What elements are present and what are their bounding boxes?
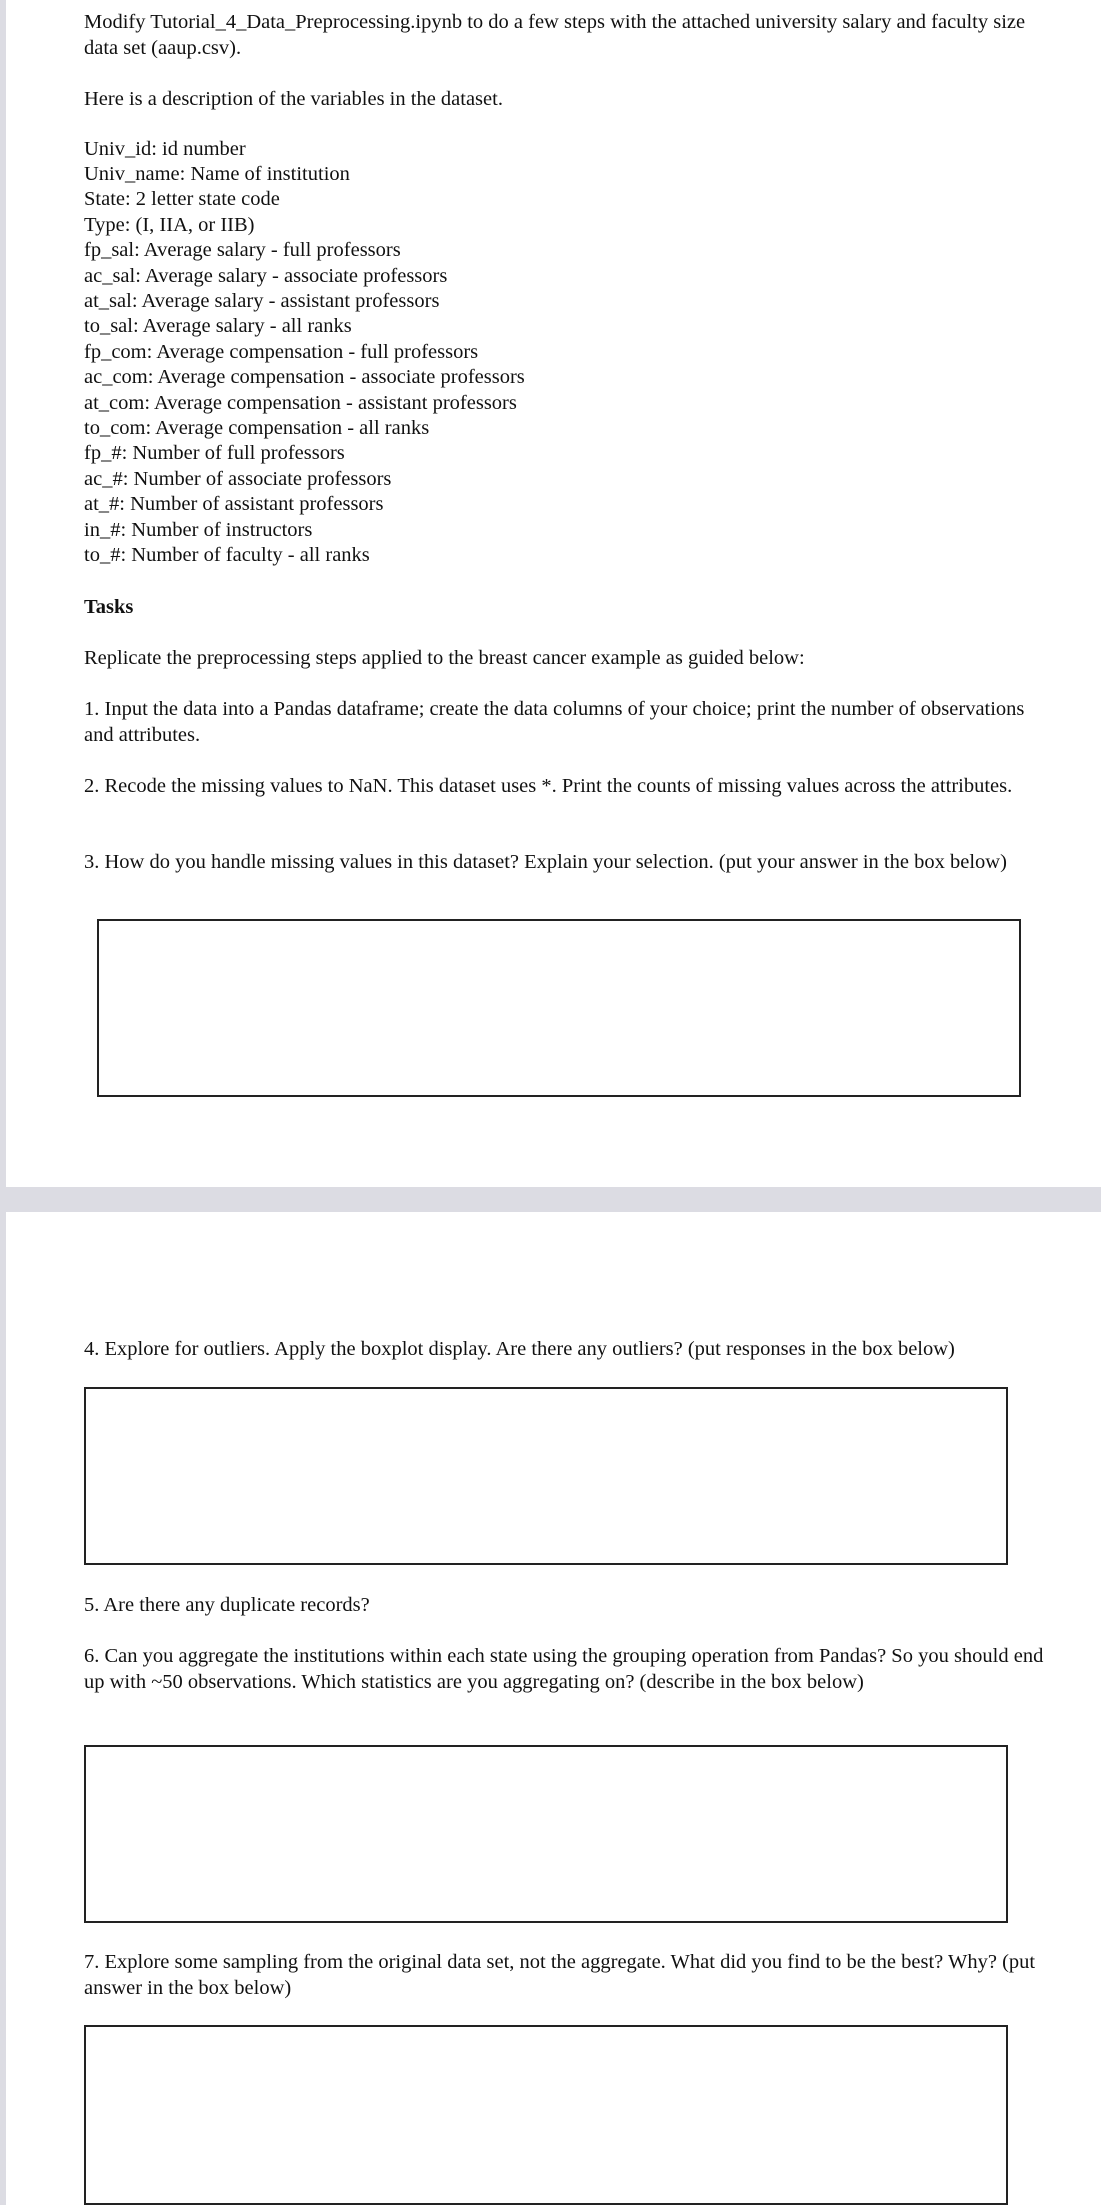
description-heading: Here is a description of the variables in the dataset. [84, 88, 503, 110]
tasks-heading: Tasks [84, 596, 134, 618]
tasks-intro: Replicate the preprocessing steps applied to the breast cancer example as guided below: [84, 647, 805, 669]
intro-paragraph: Modify Tutorial_4_Data_Preprocessing.ipynb to do a few steps with the attached university salary and faculty size data set (aaup.csv). [84, 11, 1026, 59]
variable-item: State: 2 letter state code [84, 188, 280, 210]
variable-item: at_#: Number of assistant professors [84, 493, 384, 515]
variable-item: fp_sal: Average salary - full professors [84, 239, 401, 261]
variable-item: at_com: Average compensation - assistant professors [84, 392, 517, 414]
answer-box-task-7[interactable] [84, 2025, 1008, 2205]
variable-item: ac_com: Average compensation - associate professors [84, 366, 525, 388]
variable-item: to_#: Number of faculty - all ranks [84, 544, 370, 566]
task-6: 6. Can you aggregate the institutions within each state using the grouping operation from Pandas? So you should end up with ~50 observations. Which statistics are you aggregating on? (describe in the box below) [84, 1645, 1044, 1693]
variable-item: to_sal: Average salary - all ranks [84, 315, 352, 337]
variable-item: Univ_name: Name of institution [84, 163, 350, 185]
document-page-2 [6, 1212, 1101, 2205]
variable-item: Univ_id: id number [84, 138, 246, 160]
task-2: 2. Recode the missing values to NaN. This dataset uses *. Print the counts of missing values across the attributes. [84, 775, 1013, 797]
answer-box-task-3[interactable] [97, 919, 1021, 1097]
variable-item: ac_#: Number of associate professors [84, 468, 392, 490]
task-5: 5. Are there any duplicate records? [84, 1594, 370, 1616]
task-3: 3. How do you handle missing values in this dataset? Explain your selection. (put your answer in the box below) [84, 851, 1007, 873]
variable-item: fp_com: Average compensation - full professors [84, 341, 479, 363]
variable-item: Type: (I, IIA, or IIB) [84, 214, 255, 236]
variable-item: in_#: Number of instructors [84, 519, 313, 541]
answer-box-task-6[interactable] [84, 1745, 1008, 1923]
task-4: 4. Explore for outliers. Apply the boxplot display. Are there any outliers? (put responses in the box below) [84, 1338, 955, 1360]
answer-box-task-4[interactable] [84, 1387, 1008, 1565]
task-1: 1. Input the data into a Pandas dataframe; create the data columns of your choice; print the number of observations and attributes. [84, 698, 1025, 746]
variable-item: fp_#: Number of full professors [84, 442, 345, 464]
variable-item: ac_sal: Average salary - associate professors [84, 265, 448, 287]
variable-item: at_sal: Average salary - assistant professors [84, 290, 440, 312]
document-page-1 [6, 0, 1101, 1187]
task-7: 7. Explore some sampling from the original data set, not the aggregate. What did you find to be the best? Why? (put answer in the box below) [84, 1951, 1036, 1999]
variable-item: to_com: Average compensation - all ranks [84, 417, 430, 439]
